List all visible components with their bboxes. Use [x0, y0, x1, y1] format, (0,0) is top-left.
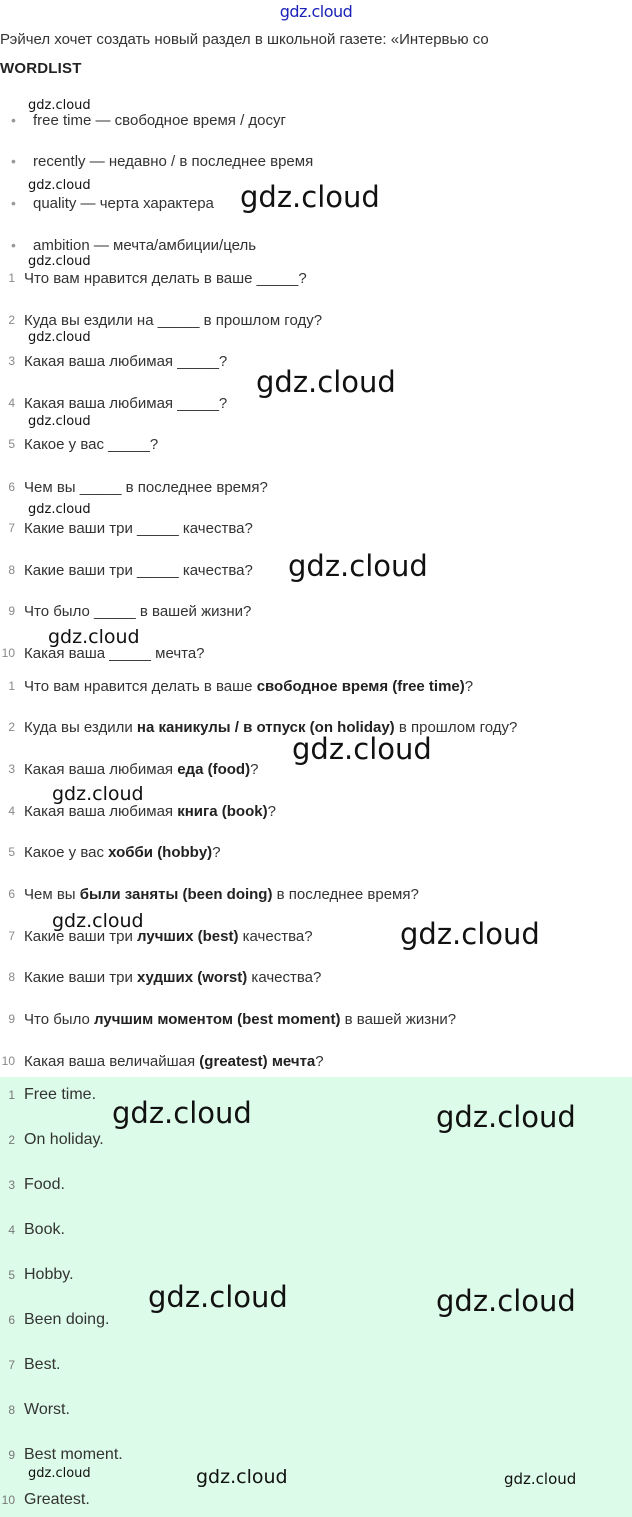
- watermark: gdz.cloud: [196, 1466, 288, 1488]
- bullet-icon: •: [11, 195, 16, 211]
- answer-row: 7 Best.: [8, 1356, 61, 1373]
- watermark: gdz.cloud: [28, 178, 91, 193]
- top-watermark: gdz.cloud: [279, 2, 353, 21]
- filled-row: 7 Какие ваши три лучших (best) качества?: [8, 927, 313, 945]
- watermark: gdz.cloud: [400, 917, 540, 951]
- question-row: 7 Какие ваши три _____ качества?: [8, 519, 253, 537]
- bullet-icon: •: [11, 153, 16, 169]
- filled-row: 4 Какая ваша любимая книга (book)?: [8, 802, 276, 820]
- watermark: gdz.cloud: [240, 180, 380, 214]
- filled-row: 6 Чем вы были заняты (been doing) в последнее время?: [8, 885, 419, 903]
- answer-row: 1 Free time.: [8, 1086, 97, 1103]
- answer-row: 2 On holiday.: [8, 1131, 104, 1148]
- watermark: gdz.cloud: [28, 502, 91, 517]
- question-row: 2 Куда вы ездили на _____ в прошлом году?: [8, 311, 323, 329]
- watermark: gdz.cloud: [436, 1100, 576, 1134]
- filled-row: 5 Какое у вас хобби (hobby)?: [8, 843, 221, 861]
- wordlist-item: • free time — свободное время / досуг: [0, 109, 286, 131]
- watermark: gdz.cloud: [256, 365, 396, 399]
- answer-row: 6 Been doing.: [8, 1311, 110, 1328]
- question-row: 1 Что вам нравится делать в ваше _____?: [8, 269, 307, 287]
- question-row: 9 Что было _____ в вашей жизни?: [8, 602, 252, 620]
- watermark: gdz.cloud: [48, 626, 140, 648]
- filled-row: 1 Что вам нравится делать в ваше свободное время (free time)?: [8, 677, 474, 695]
- filled-row: 3 Какая ваша любимая еда (food)?: [8, 760, 259, 778]
- question-row: 8 Какие ваши три _____ качества?: [8, 561, 253, 579]
- wordlist-item: • recently — недавно / в последнее время: [0, 150, 313, 172]
- watermark: gdz.cloud: [292, 732, 432, 766]
- question-row: 4 Какая ваша любимая _____?: [8, 394, 228, 412]
- bullet-icon: •: [11, 237, 16, 253]
- question-row: 5 Какое у вас _____?: [8, 435, 159, 453]
- filled-row: 2 Куда вы ездили на каникулы / в отпуск (on holiday) в прошлом году?: [8, 718, 518, 736]
- question-row: 6 Чем вы _____ в последнее время?: [8, 478, 268, 496]
- watermark: gdz.cloud: [28, 1466, 91, 1481]
- wordlist-item: • ambition — мечта/амбиции/цель: [0, 234, 256, 256]
- answer-row: 3 Food.: [8, 1176, 65, 1193]
- watermark: gdz.cloud: [288, 549, 428, 583]
- answer-row: 10 Greatest.: [1, 1491, 90, 1508]
- watermark: gdz.cloud: [112, 1096, 252, 1130]
- filled-row: 8 Какие ваши три худших (worst) качества?: [8, 968, 322, 986]
- watermark: gdz.cloud: [28, 330, 91, 345]
- watermark: gdz.cloud: [148, 1280, 288, 1314]
- watermark: gdz.cloud: [28, 254, 91, 269]
- watermark: gdz.cloud: [52, 783, 144, 805]
- watermark: gdz.cloud: [28, 98, 91, 113]
- answer-row: 9 Best moment.: [8, 1446, 123, 1463]
- question-row: 10 Какая ваша _____ мечта?: [1, 644, 205, 662]
- answer-row: 5 Hobby.: [8, 1266, 74, 1283]
- question-row: 3 Какая ваша любимая _____?: [8, 352, 228, 370]
- filled-row: 10 Какая ваша величайшая (greatest) мечта?: [1, 1052, 324, 1070]
- wordlist-title: WORDLIST: [0, 60, 82, 77]
- answer-row: 4 Book.: [8, 1221, 65, 1238]
- watermark: gdz.cloud: [28, 414, 91, 429]
- wordlist-item: • quality — черта характера: [0, 192, 214, 214]
- answer-row: 8 Worst.: [8, 1401, 70, 1418]
- intro-text: Рэйчел хочет создать новый раздел в школьной газете: «Интервью со: [0, 31, 489, 48]
- filled-row: 9 Что было лучшим моментом (best moment) в вашей жизни?: [8, 1010, 457, 1028]
- watermark: gdz.cloud: [436, 1284, 576, 1318]
- watermark: gdz.cloud: [52, 910, 144, 932]
- watermark: gdz.cloud: [504, 1470, 577, 1488]
- bullet-icon: •: [11, 112, 16, 128]
